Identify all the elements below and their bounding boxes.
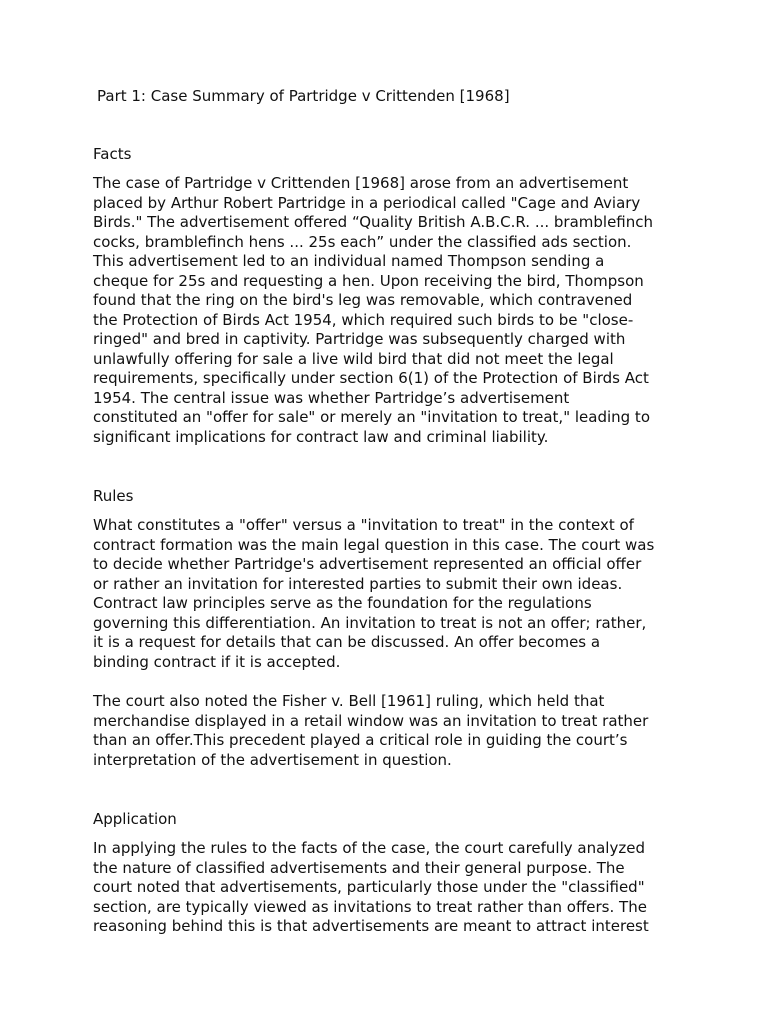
- text-line: The court also noted the Fisher v. Bell [1961] ruling, which held that: [93, 692, 605, 710]
- text-line: The case of Partridge v Crittenden [1968] arose from an advertisement: [93, 174, 629, 192]
- text-line: Birds." The advertisement offered “Quality British A.B.C.R. ... bramblefinch: [93, 213, 654, 231]
- rules-paragraph-2: [93, 692, 693, 770]
- text-line: 1954. The central issue was whether Partridge’s advertisement: [93, 388, 570, 407]
- text-line: merchandise displayed in a retail window was an invitation to treat rather: [93, 711, 649, 730]
- text-line: court noted that advertisements, particularly those under the "classified": [93, 878, 645, 896]
- text-line: governing this differentiation. An invitation to treat is not an offer; rather,: [93, 613, 647, 632]
- text-line: constituted an "offer for sale" or merely an "invitation to treat," leading to: [93, 408, 650, 426]
- text-line: interpretation of the advertisement in question.: [93, 750, 452, 769]
- application-heading: Application: [93, 810, 177, 828]
- text-line: binding contract if it is accepted.: [93, 652, 341, 671]
- facts-heading: Facts: [93, 145, 132, 163]
- text-line: reasoning behind this is that advertisements are meant to attract interest: [93, 917, 649, 935]
- text-line: unlawfully offering for sale a live wild bird that did not meet the legal: [93, 349, 614, 368]
- text-line: significant implications for contract law and criminal liability.: [93, 427, 549, 446]
- text-line: to decide whether Partridge's advertisement represented an official offer: [93, 555, 642, 573]
- text-line: found that the ring on the bird's leg was removable, which contravened: [93, 291, 633, 309]
- rules-heading: Rules: [93, 487, 134, 505]
- text-line: What constitutes a "offer" versus a "invitation to treat" in the context of: [93, 516, 634, 534]
- text-line: or rather an invitation for interested parties to submit their own ideas.: [93, 574, 623, 593]
- text-line: it is a request for details that can be discussed. An offer becomes a: [93, 633, 601, 651]
- text-line: In applying the rules to the facts of the case, the court carefully analyzed: [93, 839, 645, 857]
- application-paragraph: [93, 839, 693, 937]
- text-line: requirements, specifically under section 6(1) of the Protection of Birds Act: [93, 369, 649, 387]
- text-line: ringed" and bred in captivity. Partridge was subsequently charged with: [93, 330, 626, 348]
- facts-paragraph: [93, 174, 693, 447]
- text-line: placed by Arthur Robert Partridge in a periodical called "Cage and Aviary: [93, 193, 641, 212]
- text-line: Contract law principles serve as the foundation for the regulations: [93, 594, 592, 612]
- text-line: contract formation was the main legal question in this case. The court was: [93, 535, 655, 554]
- text-line: the nature of classified advertisements and their general purpose. The: [93, 858, 625, 877]
- text-line: This advertisement led to an individual named Thompson sending a: [93, 252, 605, 270]
- text-line: than an offer.This precedent played a critical role in guiding the court’s: [93, 731, 628, 749]
- text-line: cheque for 25s and requesting a hen. Upon receiving the bird, Thompson: [93, 271, 644, 290]
- text-line: cocks, bramblefinch hens ... 25s each” under the classified ads section.: [93, 232, 632, 251]
- rules-paragraph-1: [93, 516, 693, 672]
- text-line: section, are typically viewed as invitations to treat rather than offers. The: [93, 897, 647, 916]
- page-title: Part 1: Case Summary of Partridge v Crittenden [1968]: [97, 87, 510, 105]
- text-line: the Protection of Birds Act 1954, which required such birds to be "close-: [93, 310, 634, 329]
